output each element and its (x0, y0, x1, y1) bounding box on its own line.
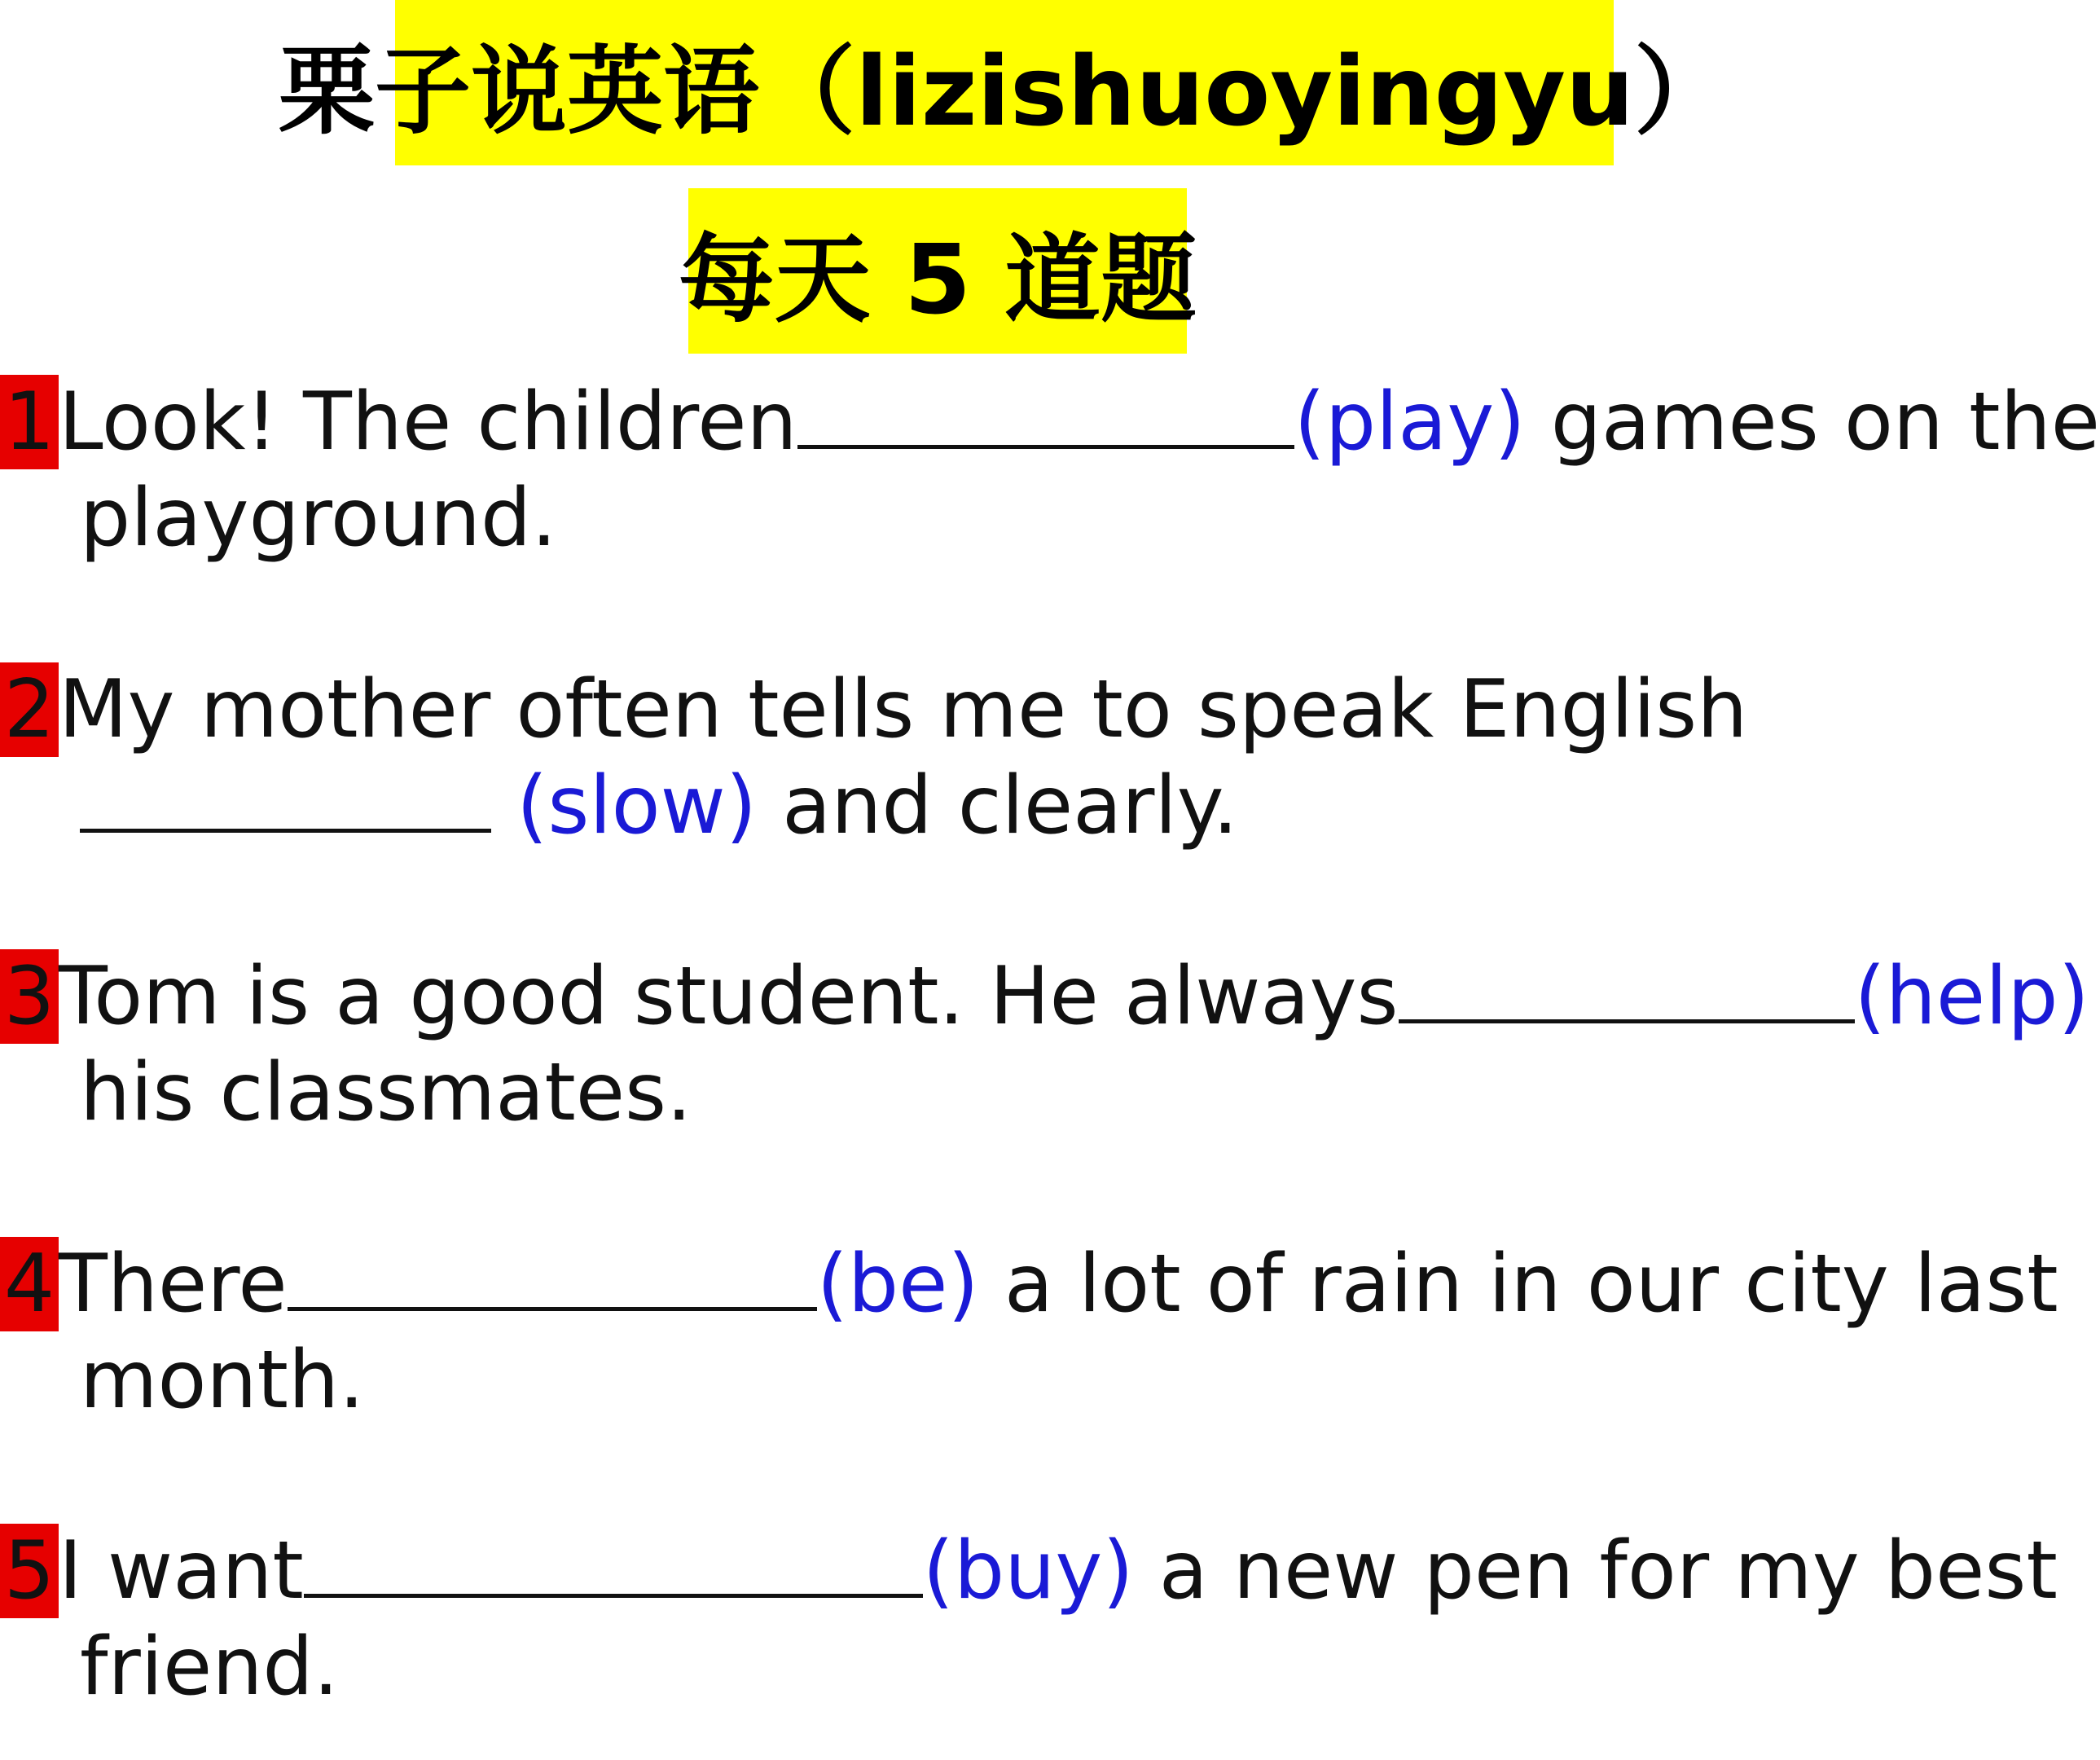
question-1 (0, 375, 2100, 570)
question-line (59, 375, 2100, 469)
answer-blank[interactable] (797, 381, 1294, 449)
question-line (59, 1524, 2058, 1618)
question-text-wrap: friend. (80, 1621, 339, 1714)
answer-blank[interactable] (80, 765, 491, 833)
page-subtitle (678, 188, 1197, 354)
question-text-continued: a lot of rain in our city last (978, 1238, 2058, 1331)
question-line-2 (80, 471, 556, 565)
question-text-continued: a new pen for my best (1133, 1525, 2058, 1617)
question-text-continued: and clearly. (757, 759, 1238, 852)
question-line-2 (80, 1620, 339, 1714)
verb-hint: (be) (816, 1238, 979, 1331)
question-line-2 (80, 759, 1238, 853)
question-number-badge: 4 (0, 1237, 59, 1331)
question-line (59, 662, 1747, 757)
question-number-badge: 1 (0, 375, 59, 469)
question-text: Look! The children (59, 376, 797, 469)
question-text: I want (59, 1525, 304, 1617)
page-title-text: 栗子说英语（lizishuoyingyu） (278, 34, 1731, 147)
verb-hint: (buy) (922, 1525, 1134, 1617)
verb-hint: (help) (1854, 950, 2089, 1043)
verb-hint: (slow) (516, 759, 758, 852)
question-number-badge: 5 (0, 1524, 59, 1618)
question-3 (0, 949, 2089, 1145)
question-text-continued: games on the (1525, 376, 2100, 469)
verb-hint: (play) (1294, 376, 1526, 469)
answer-blank[interactable] (1399, 956, 1855, 1023)
question-text: There (59, 1238, 288, 1331)
answer-blank[interactable] (304, 1530, 923, 1598)
question-text: My mother often tells me to speak English (59, 663, 1748, 756)
question-number-badge: 2 (0, 662, 59, 757)
question-number-badge: 3 (0, 949, 59, 1044)
page-title (278, 0, 1731, 165)
question-line-2 (80, 1333, 364, 1428)
question-text-wrap: month. (80, 1334, 365, 1427)
page-subtitle-text: 每天 5 道题 (678, 222, 1197, 336)
question-5 (0, 1524, 2058, 1719)
question-line (59, 1237, 2058, 1331)
question-line (59, 949, 2089, 1044)
question-text-wrap: playground. (80, 472, 557, 565)
question-line-2 (80, 1045, 692, 1140)
question-text-wrap: his classmates. (80, 1046, 692, 1139)
question-4 (0, 1237, 2058, 1432)
question-text: Tom is a good student. He always (59, 950, 1399, 1043)
question-2 (0, 662, 2001, 858)
answer-blank[interactable] (288, 1243, 817, 1311)
